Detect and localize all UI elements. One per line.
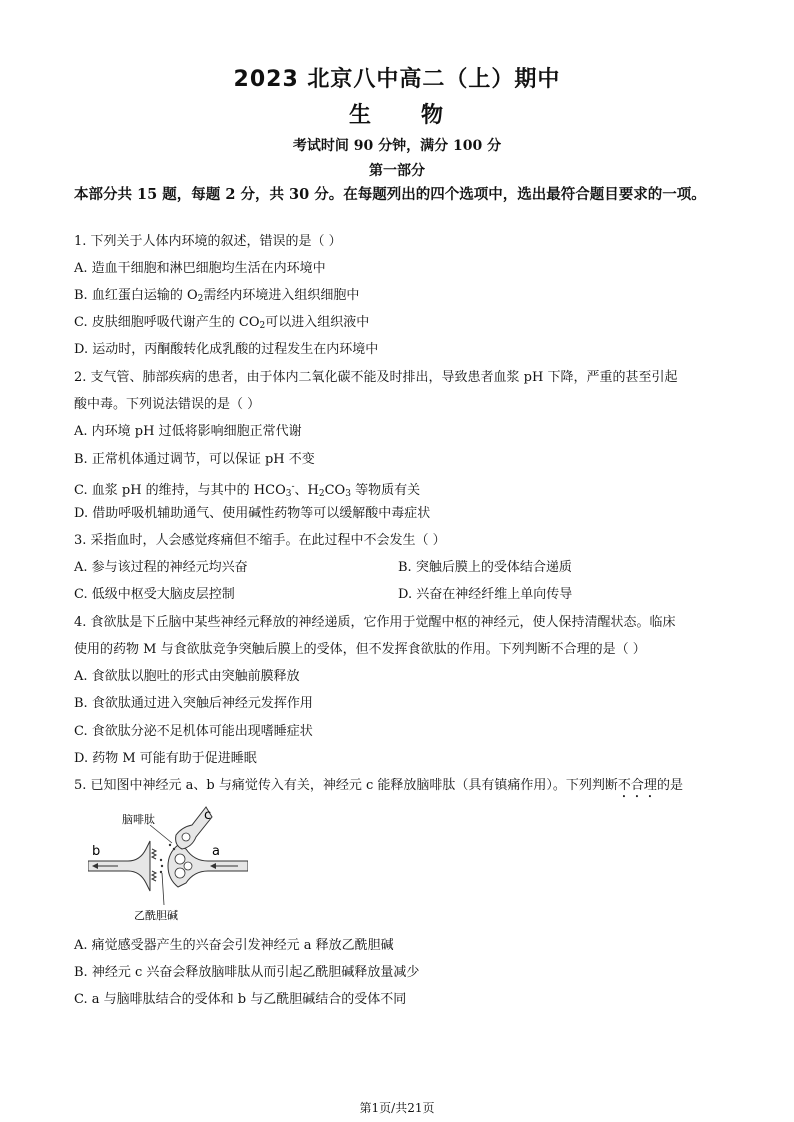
- q5-option-a: A. 痛觉感受器产生的兴奋会引发神经元 a 释放乙酰胆碱: [74, 938, 394, 953]
- q2-stem-line2: 酸中毒。下列说法错误的是（ ）: [74, 397, 261, 412]
- receptor: [152, 871, 156, 881]
- q5-option-b: B. 神经元 c 兴奋会释放脑啡肽从而引起乙酰胆碱释放量减少: [74, 965, 420, 980]
- q1-option-c-rest: 可以进入组织液中: [265, 315, 370, 330]
- q5-stem-rest: 的是: [656, 778, 683, 793]
- leader-line-enkephalin: [150, 825, 172, 843]
- q2-option-c-text: C. 血浆 pH 的维持，与其中的 HCO: [74, 483, 286, 498]
- synapse-diagram-svg: [88, 805, 248, 925]
- q3-option-d: D. 兴奋在神经纤维上单向传导: [398, 587, 573, 602]
- q2-c-mid2: CO: [324, 483, 346, 498]
- q1-option-b-sub: 2: [197, 294, 204, 304]
- q5-stem-text: 5. 已知图中神经元 a、b 与痛觉传入有关，神经元 c 能释放脑啡肽（具有镇痛作用）。下列判断: [74, 778, 618, 793]
- q2-option-d: D. 借助呼吸机辅助通气、使用碱性药物等可以缓解酸中毒症状: [74, 506, 431, 521]
- transmitter: [169, 844, 171, 846]
- label-a: a: [212, 844, 220, 859]
- q4-option-a: A. 食欲肽以胞吐的形式由突触前膜释放: [74, 669, 300, 684]
- q2-c-mid: 、H: [294, 483, 319, 498]
- exam-info: 考试时间 90 分钟，满分 100 分: [292, 138, 502, 154]
- q4-stem-line2: 使用的药物 M 与食欲肽竞争突触后膜上的受体，但不发挥食欲肽的作用。下列判断不合理的是（ ）: [74, 642, 646, 657]
- q2-c-sub2: 2: [318, 489, 325, 499]
- vesicle: [184, 862, 192, 870]
- vesicle: [182, 833, 190, 841]
- q5-option-c: C. a 与脑啡肽结合的受体和 b 与乙酰胆碱结合的受体不同: [74, 992, 407, 1007]
- label-b: b: [92, 844, 101, 859]
- q5-stem-emphasis: 不合理: [617, 778, 657, 793]
- q1-option-c: [74, 314, 369, 335]
- q1-option-d: D. 运动时，丙酮酸转化成乳酸的过程发生在内环境中: [74, 342, 379, 357]
- leader-line-ach: [162, 873, 164, 905]
- q2-c-sub1: 3: [285, 489, 292, 499]
- q1-option-a: A. 造血干细胞和淋巴细胞均生活在内环境中: [74, 261, 326, 276]
- q1-option-c-text: C. 皮肤细胞呼吸代谢产生的 CO: [74, 315, 260, 330]
- page-title: 2023 北京八中高二（上）期中: [233, 67, 561, 92]
- part-title: 第一部分: [369, 163, 425, 179]
- q4-option-c: C. 食欲肽分泌不足机体可能出现嗜睡症状: [74, 724, 313, 739]
- q2-option-c: [74, 478, 420, 503]
- q2-option-b: B. 正常机体通过调节，可以保证 pH 不变: [74, 452, 315, 467]
- q3-stem: 3. 采指血时，人会感觉疼痛但不缩手。在此过程中不会发生（ ）: [74, 533, 446, 548]
- vesicle: [175, 868, 185, 878]
- q2-stem-line1: 2. 支气管、肺部疾病的患者，由于体内二氧化碳不能及时排出，导致患者血浆 pH 下降，严重的甚至引起: [74, 370, 678, 385]
- transmitter: [161, 865, 163, 867]
- q1-option-b-rest: 需经内环境进入组织细胞中: [203, 288, 360, 303]
- q5-stem: [74, 777, 683, 801]
- vesicle: [175, 854, 185, 864]
- page-footer: 第1页/共21页: [359, 1101, 435, 1115]
- receptor: [152, 849, 156, 859]
- q2-option-a: A. 内环境 pH 过低将影响细胞正常代谢: [74, 424, 302, 439]
- q3-option-c: C. 低级中枢受大脑皮层控制: [74, 587, 235, 602]
- synapse-diagram: [88, 805, 248, 925]
- subject-title: 生 物: [348, 103, 445, 128]
- transmitter: [160, 859, 162, 861]
- q1-option-c-sub: 2: [259, 321, 266, 331]
- q1-option-b-text: B. 血红蛋白运输的 O: [74, 288, 198, 303]
- label-acetylcholine: 乙酰胆碱: [134, 909, 178, 922]
- q2-c-sup: -: [291, 482, 295, 492]
- q2-c-sub3: 3: [345, 489, 351, 499]
- q1-stem: 1. 下列关于人体内环境的叙述，错误的是（ ）: [74, 234, 342, 249]
- q1-option-b: [74, 287, 359, 308]
- q3-option-b: B. 突触后膜上的受体结合递质: [398, 560, 572, 575]
- q4-stem-line1: 4. 食欲肽是下丘脑中某些神经元释放的神经递质，它作用于觉醒中枢的神经元，使人保持清醒状态。临床: [74, 615, 676, 630]
- q4-option-b: B. 食欲肽通过进入突触后神经元发挥作用: [74, 696, 313, 711]
- q3-option-a: A. 参与该过程的神经元均兴奋: [74, 560, 248, 575]
- section-instructions: 本部分共 15 题，每题 2 分，共 30 分。在每题列出的四个选项中，选出最符合题目要求的一项。: [74, 186, 706, 203]
- transmitter: [160, 871, 162, 873]
- label-c: c: [204, 808, 212, 823]
- label-enkephalin: 脑啡肽: [122, 813, 155, 826]
- q4-option-d: D. 药物 M 可能有助于促进睡眠: [74, 751, 257, 766]
- q2-c-rest: 等物质有关: [350, 483, 421, 498]
- transmitter: [173, 848, 175, 850]
